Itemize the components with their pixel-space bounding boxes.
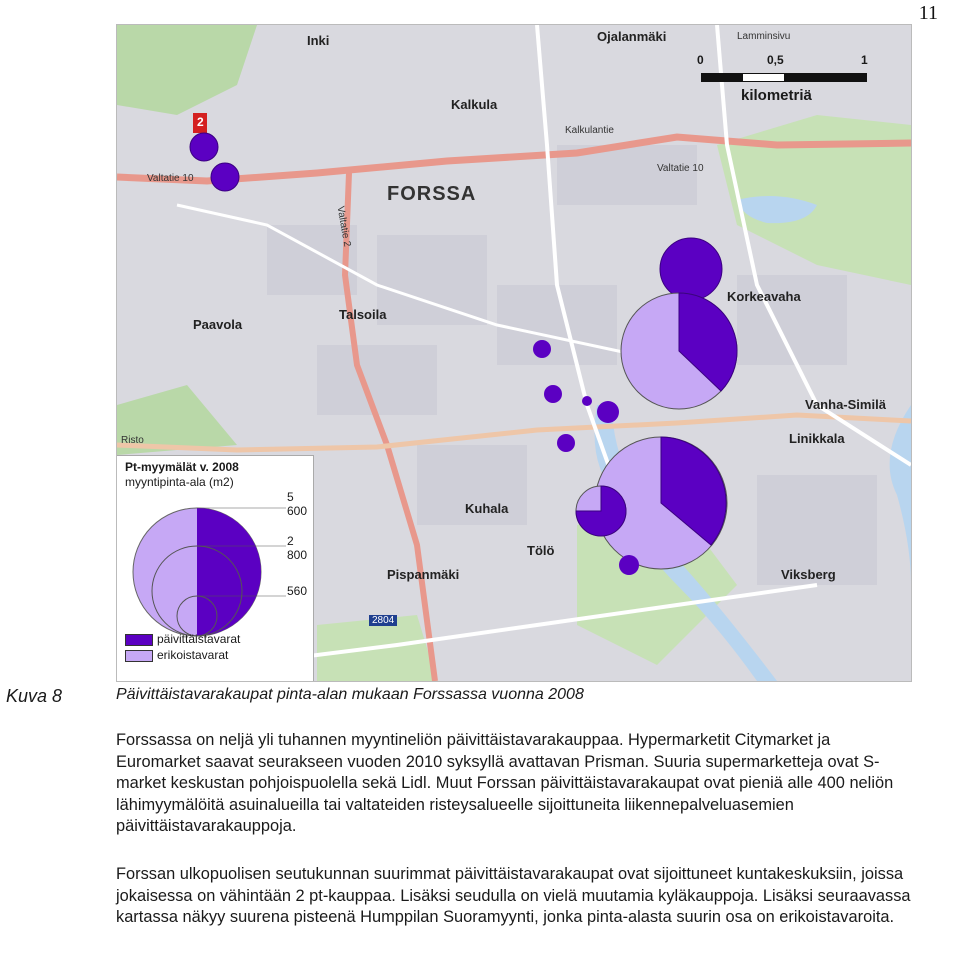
road-label: Valtatie 2 <box>334 205 353 248</box>
district-label: Pispanmäki <box>387 567 460 582</box>
district-label: Viksberg <box>781 567 836 582</box>
district-label: Risto <box>121 435 144 446</box>
scale-bar-graphic <box>701 73 867 82</box>
store-circle <box>533 340 551 358</box>
road-label: Lamminsivu <box>737 31 791 42</box>
route-sign-number: 2 <box>197 115 204 129</box>
store-circle <box>211 163 239 191</box>
legend-swatch-specialty <box>125 650 153 662</box>
store-circle <box>660 238 722 300</box>
scale-tick: 0,5 <box>767 53 784 67</box>
district-label: Ojalanmäki <box>597 29 667 44</box>
scale-bar <box>693 53 883 113</box>
legend-swatch-grocery <box>125 634 153 646</box>
paragraph: Forssan ulkopuolisen seutukunnan suurimmat päivittäistavarakaupat ovat sijoittuneet kuntakeskuksiin, joissa jokaisessa on vähintään 2 pt-kauppaa. Lisäksi seudulla on vielä muutamia kyläkauppoja. Lisäksi seuraavassa kartassa näkyy suurena pisteenä Humppilan Suoramyynti, jonka pinta-alasta suurin osa on erikoistavaroita. <box>116 865 911 926</box>
store-circle <box>557 434 575 452</box>
legend-size-symbols <box>121 494 291 644</box>
legend-size-label: 2 800 <box>287 534 308 562</box>
road-label: Kalkulantie <box>565 125 614 136</box>
store-circle <box>190 133 218 161</box>
store-map <box>116 24 912 682</box>
legend-key-specialty: erikoistavarat <box>157 648 229 662</box>
district-label: Linikkala <box>789 431 845 446</box>
district-label: Kalkula <box>451 97 498 112</box>
legend-subtitle: myyntipinta-ala (m2) <box>125 475 234 489</box>
map-legend <box>117 455 314 682</box>
store-circle <box>544 385 562 403</box>
store-circle <box>582 396 592 406</box>
district-label: Vanha-Similä <box>805 397 886 412</box>
lake <box>890 405 911 585</box>
figure-number: Kuva 8 <box>6 686 63 706</box>
road-label: Valtatie 10 <box>147 173 194 184</box>
store-circle <box>619 555 639 575</box>
green-area <box>117 25 257 115</box>
paragraph: Forssassa on neljä yli tuhannen myyntineliön päivittäistavarakauppaa. Hypermarketit Citymarket ja Euromarket saavat seurakseen vuoden 2010 syksyllä avattavan Prisman. Suuria supermarketteja ovat S-market keskustan pohjoispuolella sekä Lidl. Muut Forssan päivittäistavarakaupat ovat pieniä alle 400 neliön lähimyymälöitä asuinalueilla tai valtateiden risteysalueelle sijoittuneita liikennepalveluasemien päivittäistavarakauppoja. <box>116 731 894 835</box>
district-label: Korkeavaha <box>727 289 801 304</box>
district-label: Paavola <box>193 317 243 332</box>
district-label: Kuhala <box>465 501 509 516</box>
road-number-label: 2804 <box>369 615 397 626</box>
legend-key-grocery: päivittäistavarat <box>157 632 241 646</box>
legend-size-label: 5 600 <box>287 490 308 518</box>
district-label: Inki <box>307 33 330 48</box>
page-number: 11 <box>918 2 938 24</box>
road-label: Valtatie 10 <box>657 163 704 174</box>
legend-title: Pt-myymälät v. 2008 <box>125 460 239 474</box>
scale-unit: kilometriä <box>741 87 812 104</box>
legend-circle-large-grocery <box>197 508 261 636</box>
route-sign <box>193 113 207 133</box>
legend-size-label: 560 <box>287 584 308 598</box>
district-label: Tölö <box>527 543 555 558</box>
scale-tick: 1 <box>861 53 868 67</box>
store-circle <box>597 401 619 423</box>
district-label: Talsoila <box>339 307 387 322</box>
city-label: FORSSA <box>387 183 477 205</box>
scale-tick: 0 <box>697 53 704 67</box>
figure-caption: Päivittäistavarakaupat pinta-alan mukaan Forssassa vuonna 2008 <box>116 686 584 703</box>
